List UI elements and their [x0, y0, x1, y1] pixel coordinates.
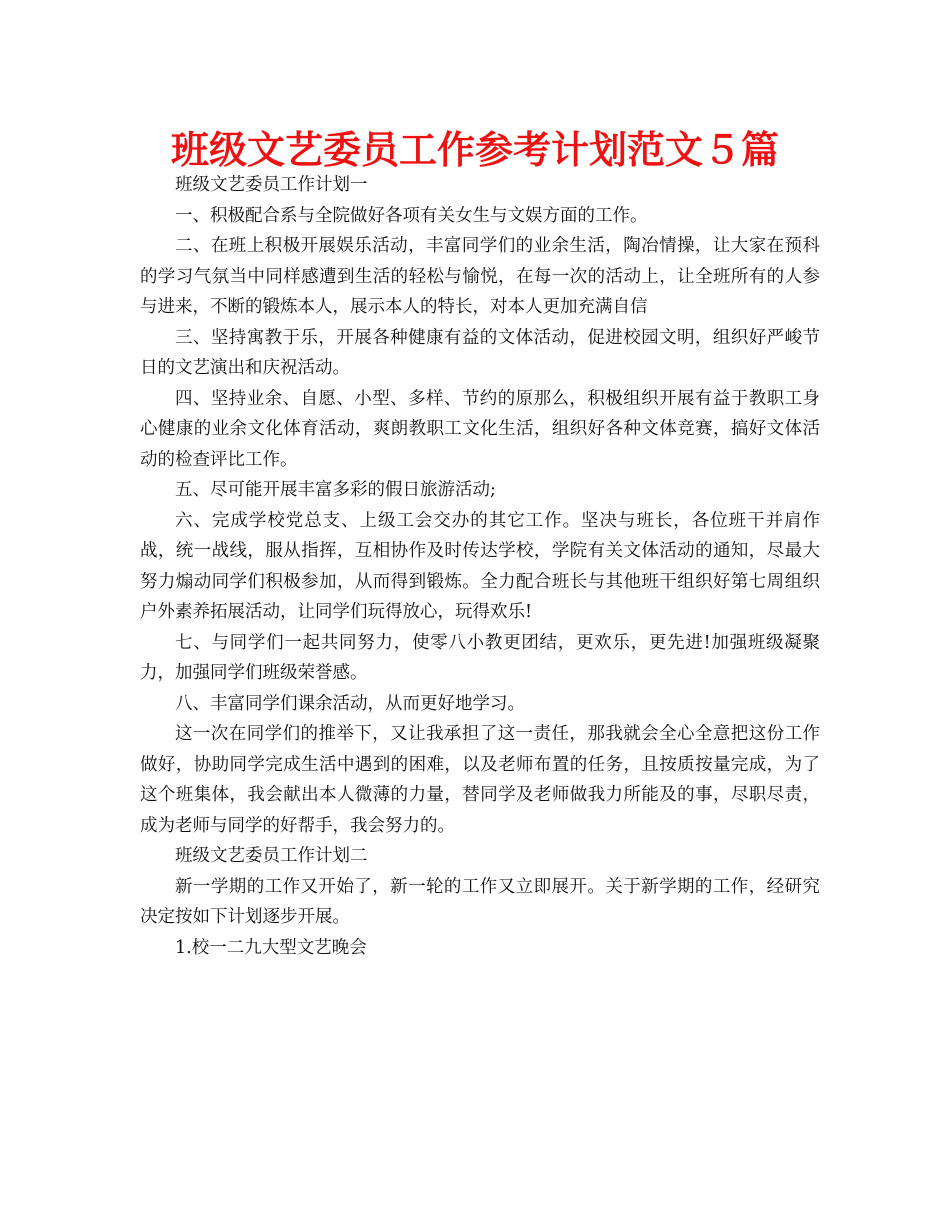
paragraph: 这一次在同学们的推举下，又让我承担了这一责任，那我就会全心全意把这份工作做好，协助同学完成生活中遇到的困难，以及老师布置的任务，且按质按量完成，为了这个班集体，我会献出本人微薄的力量，替同学及老师做我力所能及的事，尽职尽责，成为老师与同学的好帮手，我会努力的。: [140, 724, 820, 836]
paragraph: 六、完成学校党总支、上级工会交办的其它工作。坚决与班长，各位班干并肩作战，统一战线，服从指挥，互相协作及时传达学校，学院有关文体活动的通知，尽最大努力煽动同学们积极参加，从而得到锻炼。全力配合班长与其他班干组织好第七周组织户外素养拓展活动，让同学们玩得放心，玩得欢乐!: [140, 510, 820, 622]
paragraph: 二、在班上积极开展娱乐活动，丰富同学们的业余生活，陶冶情操，让大家在预科的学习气氛当中同样感遭到生活的轻松与愉悦，在每一次的活动上，让全班所有的人参与进来，不断的锻炼本人，展示本人的特长，对本人更加充满自信: [140, 236, 820, 317]
section-heading-plan-one: 班级文艺委员工作计划一: [175, 175, 368, 195]
paragraph: 新一学期的工作又开始了，新一轮的工作又立即展开。关于新学期的工作，经研究决定按如下计划逐步开展。: [140, 876, 820, 927]
paragraph: 四、坚持业余、自愿、小型、多样、节约的原那么，积极组织开展有益于教职工身心健康的业余文化体育活动，爽朗教职工文化生活，组织好各种文体竞赛，搞好文体活动的检查评比工作。: [140, 388, 820, 470]
list-item: 1.校一二九大型文艺晚会: [175, 937, 367, 958]
paragraph: 八、丰富同学们课余活动，从而更好地学习。: [175, 693, 525, 714]
paragraph: 七、与同学们一起共同努力，使零八小教更团结，更欢乐，更先进!加强班级凝聚力，加强同学们班级荣誉感。: [140, 632, 820, 683]
section-heading-plan-two: 班级文艺委员工作计划二: [175, 846, 368, 866]
paragraph: 一、积极配合系与全院做好各项有关女生与文娱方面的工作。: [175, 205, 648, 226]
paragraph: 五、尽可能开展丰富多彩的假日旅游活动;: [175, 480, 496, 500]
document-body: [140, 170, 820, 963]
paragraph: 三、坚持寓教于乐，开展各种健康有益的文体活动，促进校园文明，组织好严峻节日的文艺演出和庆祝活动。: [140, 327, 820, 378]
document-title: 班级文艺委员工作参考计划范文５篇: [170, 128, 779, 172]
